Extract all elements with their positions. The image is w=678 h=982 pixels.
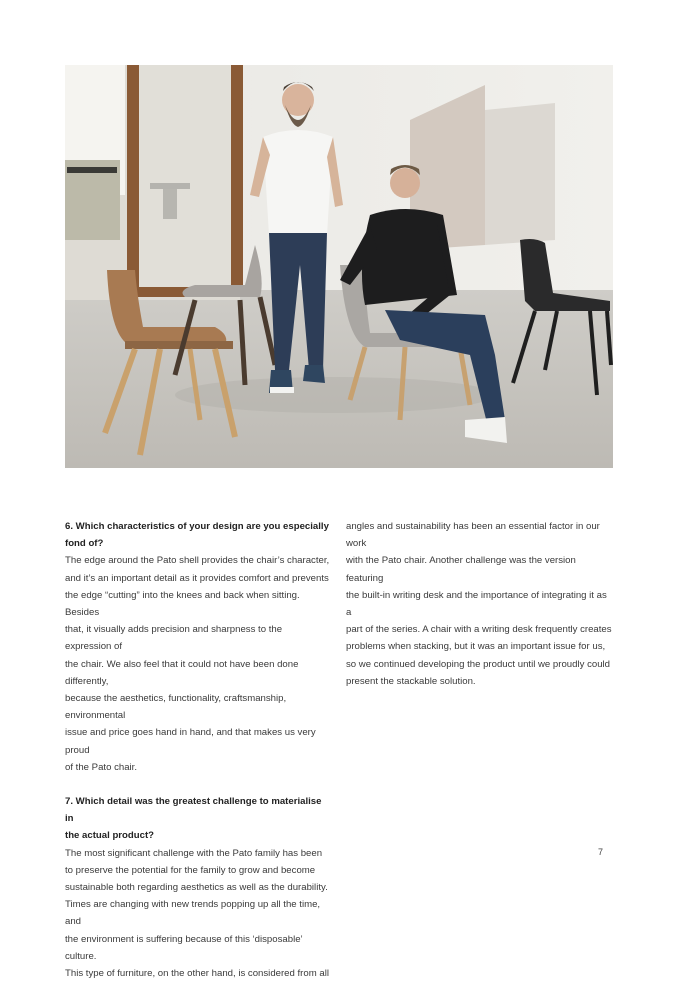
answer-6-line: of the Pato chair. <box>65 761 137 773</box>
answer-7-continued-line: angles and sustainability has been an essential factor in our work <box>346 521 600 550</box>
paragraph-gap <box>65 776 331 793</box>
question-6-line1: 6. Which characteristics of your design are you especially <box>65 521 329 532</box>
question-6 <box>65 518 331 552</box>
answer-7 <box>65 845 331 982</box>
answer-6-line: the chair. We also feel that it could not have been done differently, <box>65 658 299 687</box>
answer-7-continued <box>346 518 612 690</box>
answer-7-line: This type of furniture, on the other hand, is considered from all <box>65 968 329 980</box>
answer-6-line: that, it visually adds precision and sharpness to the expression of <box>65 624 283 653</box>
question-7 <box>65 793 331 845</box>
answer-7-continued-line: with the Pato chair. Another challenge was the version featuring <box>346 555 576 584</box>
question-7-line1: 7. Which detail was the greatest challenge to materialise in <box>65 796 322 825</box>
designers-photo <box>65 65 613 468</box>
right-column <box>346 518 612 690</box>
question-7-line2: the actual product? <box>65 830 155 842</box>
answer-7-line: Times are changing with new trends popping up all the time, and <box>65 899 321 928</box>
answer-6 <box>65 552 331 776</box>
answer-7-line: sustainable both regarding aesthetics as well as the durability. <box>65 882 328 894</box>
answer-7-continued-line: the built-in writing desk and the importance of integrating it as a <box>346 589 607 619</box>
answer-7-continued-line: problems when stacking, but it was an important issue for us, <box>346 641 606 653</box>
question-6-line2: fond of? <box>65 538 104 550</box>
answer-7-continued-line: so we continued developing the product until we proudly could <box>346 658 611 670</box>
left-column <box>65 518 331 982</box>
answer-7-line: the environment is suffering because of this ‘disposable’ culture. <box>65 933 303 962</box>
answer-7-line: The most significant challenge with the Pato family has been <box>65 847 323 859</box>
answer-6-line: the edge “cutting” into the knees and back when sitting. Besides <box>65 589 300 619</box>
photo-illustration <box>65 65 613 468</box>
answer-6-line: issue and price goes hand in hand, and that makes us very proud <box>65 727 316 756</box>
answer-6-line: and it’s an important detail as it provides comfort and prevents <box>65 572 329 584</box>
answer-7-line: to preserve the potential for the family to grow and become <box>65 864 316 876</box>
answer-7-continued-line: present the stackable solution. <box>346 675 476 687</box>
page-number: 7 <box>598 847 604 857</box>
answer-6-line: The edge around the Pato shell provides the chair’s character, <box>65 555 330 567</box>
answer-6-line: because the aesthetics, functionality, craftsmanship, environmental <box>65 693 287 722</box>
answer-7-continued-line: part of the series. A chair with a writing desk frequently creates <box>346 624 612 636</box>
